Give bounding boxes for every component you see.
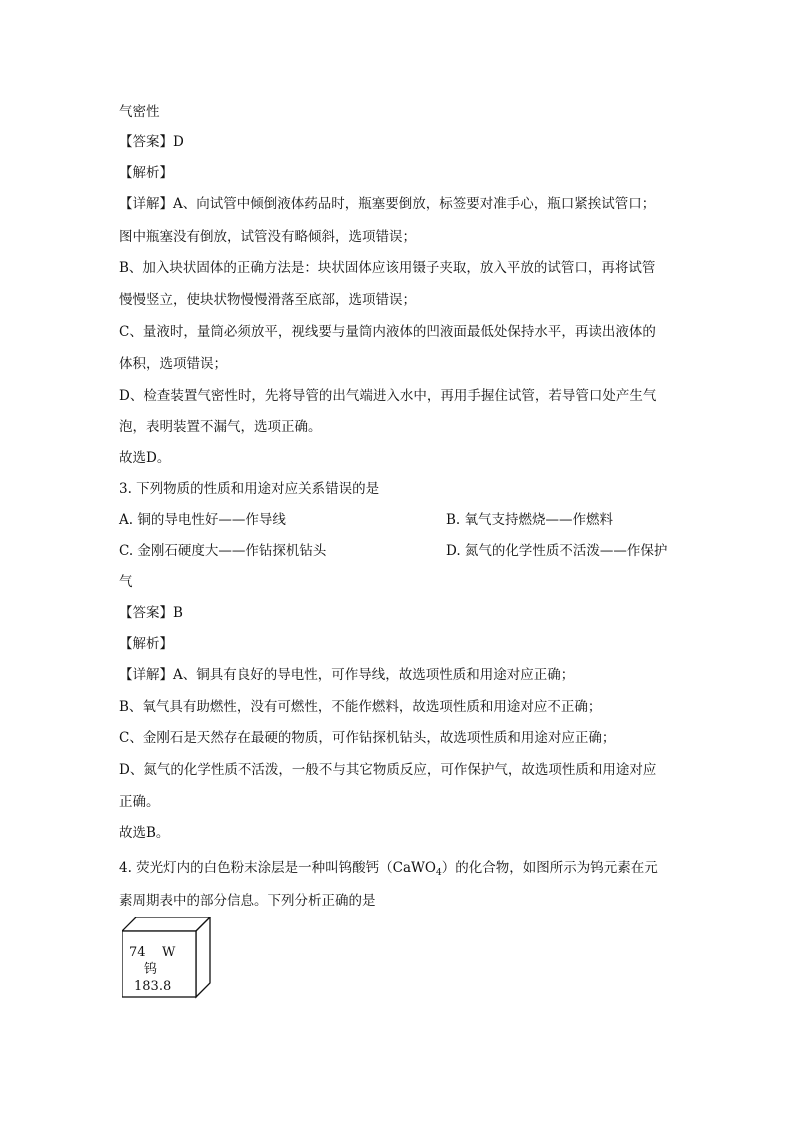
subscript: 4 <box>436 868 442 878</box>
text-segment: 4. 荧光灯内的白色粉末涂层是一种叫钨酸钙（CaWO <box>119 860 436 876</box>
text-line: C、金刚石是天然存在最硬的物质，可作钻探机钻头，故选项性质和用途对应正确； <box>119 730 616 746</box>
atomic-mass: 183.8 <box>134 979 172 994</box>
text-line: 故选D。 <box>119 450 171 466</box>
text-line: 【详解】A、铜具有良好的导电性，可作导线，故选项性质和用途对应正确； <box>119 667 575 683</box>
text-segment: ）的化合物，如图所示为钨元素在元 <box>441 860 658 876</box>
text-line: D、检查装置气密性时，先将导管的出气端进入水中，再用手握住试管，若导管口处产生气 <box>119 388 657 404</box>
element-name: 钨 <box>144 962 158 977</box>
answer-label: 【答案】D <box>119 134 184 150</box>
answer-label: 【答案】B <box>119 605 183 621</box>
text-line: 气密性 <box>119 104 160 120</box>
analysis-label: 【解析】 <box>119 165 173 181</box>
question-stem: 3. 下列物质的性质和用途对应关系错误的是 <box>119 481 380 497</box>
text-line: 素周期表中的部分信息。下列分析正确的是 <box>119 893 376 909</box>
text-line: B、加入块状固体的正确方法是：块状固体应该用镊子夹取，放入平放的试管口，再将试管 <box>119 260 656 276</box>
text-line: 正确。 <box>119 794 160 810</box>
atomic-number: 74 <box>129 945 146 960</box>
option-b: B. 氧气支持燃烧——作燃料 <box>446 512 614 528</box>
text-line: 体积，选项错误； <box>119 356 227 372</box>
text-line: 【详解】A、向试管中倾倒液体药品时，瓶塞要倒放，标签要对准手心，瓶口紧挨试管口； <box>119 196 656 212</box>
text-line: 泡，表明装置不漏气，选项正确。 <box>119 419 322 435</box>
text-line: 故选B。 <box>119 825 170 841</box>
text-line: C、量液时，量筒必须放平，视线要与量筒内液体的凹液面最低处保持水平，再读出液体的 <box>119 324 656 340</box>
text-line: D、氮气的化学性质不活泼，一般不与其它物质反应，可作保护气，故选项性质和用途对应 <box>119 762 657 778</box>
analysis-label: 【解析】 <box>119 636 173 652</box>
element-symbol: W <box>162 945 176 960</box>
periodic-element-box <box>122 917 212 999</box>
option-c: C. 金刚石硬度大——作钻探机钻头 <box>119 543 327 559</box>
option-d: D. 氮气的化学性质不活泼——作保护 <box>446 543 668 559</box>
text-line: 慢慢竖立，使块状物慢慢滑落至底部，选项错误； <box>119 292 416 308</box>
question-stem <box>119 858 658 883</box>
text-line: 图中瓶塞没有倒放，试管没有略倾斜，选项错误； <box>119 229 416 245</box>
option-a: A. 铜的导电性好——作导线 <box>119 512 286 528</box>
text-line: 气 <box>119 574 133 590</box>
text-line: B、氧气具有助燃性，没有可燃性，不能作燃料，故选项性质和用途对应不正确； <box>119 699 602 715</box>
